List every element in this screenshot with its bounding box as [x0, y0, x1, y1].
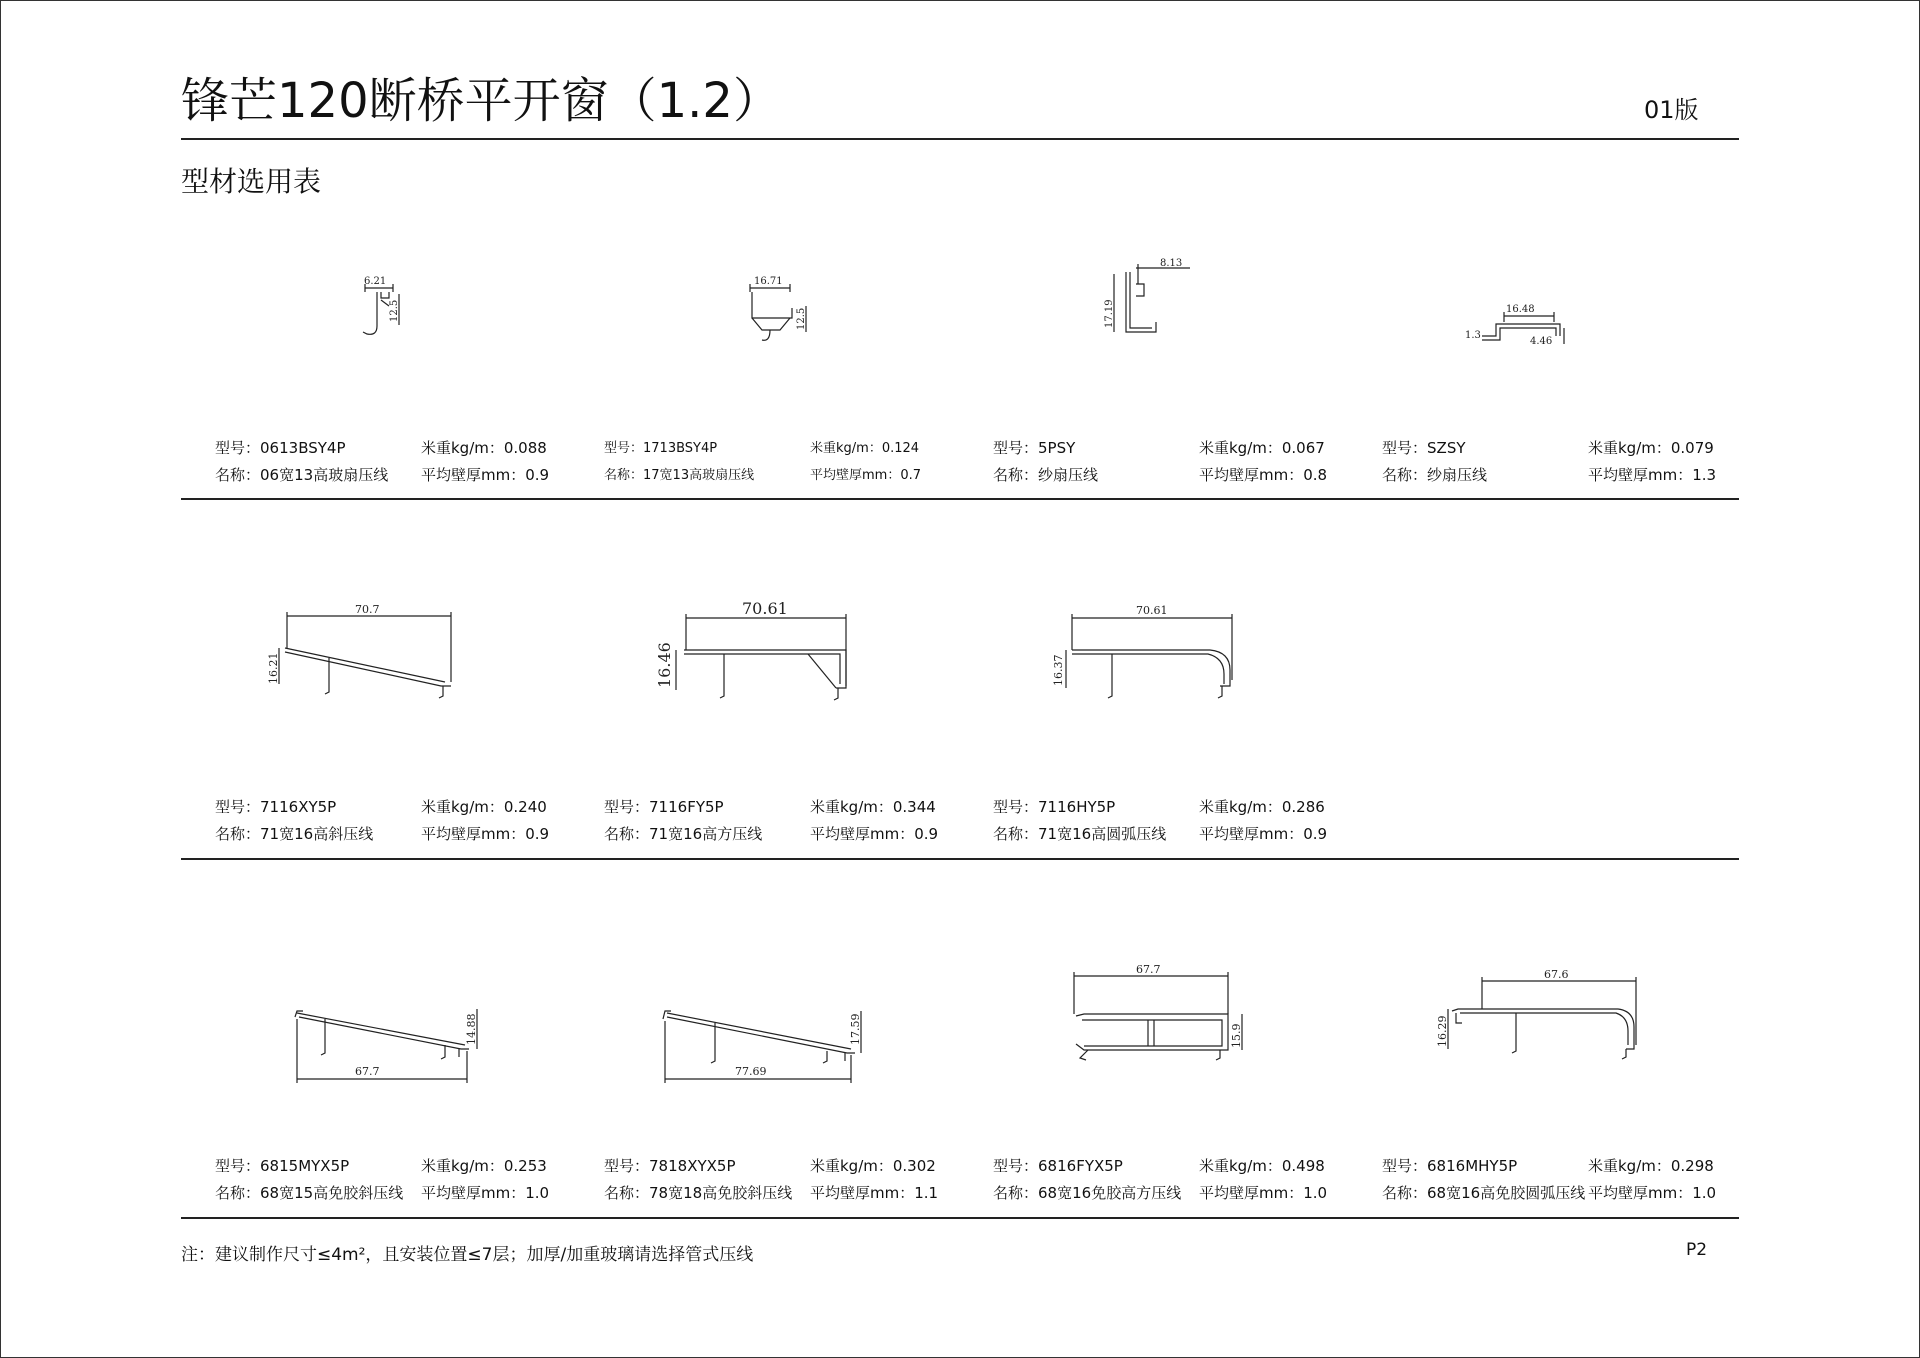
weight-value: 0.067	[1281, 439, 1325, 457]
dim-label: 14.88	[465, 1013, 478, 1045]
weight-value: 0.088	[503, 439, 547, 457]
thickness-value: 1.0	[1692, 1184, 1717, 1202]
dim-label: 16.37	[1052, 654, 1065, 686]
profile-item-7116FY5P: 型号：7116FY5P 米重kg/m：0.344 名称：71宽16高方压线 平均壁厚mm：0.9	[604, 798, 939, 843]
profile-drawing-7116FY5P	[640, 600, 860, 705]
profile-drawing-6816MHY5P	[1430, 965, 1650, 1070]
thickness-value: 0.8	[1303, 466, 1328, 484]
thickness-value: 0.9	[525, 825, 550, 843]
weight-value: 0.253	[503, 1157, 547, 1175]
profile-drawing-SZSY	[1460, 300, 1570, 355]
thickness-value: 1.0	[525, 1184, 550, 1202]
profile-name: 纱扇压线	[1038, 466, 1099, 484]
footer-note: 注：建议制作尺寸≤4m²，且安装位置≤7层；加厚/加重玻璃请选择管式压线	[181, 1245, 754, 1265]
profile-drawing-6816FYX5P	[1060, 960, 1280, 1065]
model-number: 6815MYX5P	[260, 1157, 350, 1175]
dim-label: 16.71	[754, 276, 783, 287]
model-number: 0613BSY4P	[260, 439, 346, 457]
dim-label: 12.5	[796, 307, 807, 330]
dim-label: 12.5	[389, 299, 400, 322]
dim-label: 67.7	[355, 1065, 380, 1078]
thickness-value: 0.9	[914, 825, 939, 843]
profile-name: 68宽15高免胶斜压线	[260, 1184, 404, 1202]
dim-label: 15.9	[1230, 1023, 1243, 1048]
dim-label: 16.21	[267, 652, 280, 684]
profile-drawing-0613BSY4P	[355, 270, 415, 350]
dim-label: 77.69	[735, 1065, 767, 1078]
thickness-value: 0.7	[900, 468, 922, 483]
footer-rule	[181, 1217, 1739, 1219]
profile-item-1713BSY4P: 型号：1713BSY4P 米重kg/m：0.124 名称：17宽13高玻扇压线 平均壁厚mm：0.7	[604, 441, 922, 483]
page-title: 锋芒120断桥平开窗（1.2）	[181, 73, 781, 129]
profile-item-5PSY: 型号：5PSY 米重kg/m：0.067 名称：纱扇压线 平均壁厚mm：0.8	[993, 439, 1328, 484]
profile-name: 纱扇压线	[1427, 466, 1488, 484]
dim-label: 70.61	[1136, 604, 1168, 617]
dim-label: 6.21	[364, 276, 387, 287]
weight-value: 0.240	[503, 798, 547, 816]
row-divider	[181, 858, 1739, 860]
dim-label: 17.59	[849, 1013, 862, 1045]
profile-item-0613BSY4P: 型号：0613BSY4P 米重kg/m：0.088 名称：06宽13高玻扇压线 平均壁厚mm：0.9	[215, 439, 550, 484]
profile-name: 17宽13高玻扇压线	[643, 468, 755, 483]
dim-label: 16.46	[655, 642, 674, 688]
thickness-value: 1.3	[1692, 466, 1717, 484]
weight-value: 0.124	[881, 441, 920, 456]
dim-label: 67.6	[1544, 968, 1569, 981]
profile-item-6816FYX5P: 型号：6816FYX5P 米重kg/m：0.498 名称：68宽16免胶高方压线 平均壁厚mm：1.0	[993, 1157, 1328, 1202]
profile-item-6816MHY5P: 型号：6816MHY5P 米重kg/m：0.298 名称：68宽16高免胶圆弧压线 平均壁厚mm：1.0	[1382, 1157, 1717, 1202]
model-number: 7116XY5P	[260, 798, 337, 816]
profile-name: 78宽18高免胶斜压线	[649, 1184, 793, 1202]
dim-label: 1.3	[1465, 330, 1481, 341]
weight-value: 0.344	[892, 798, 936, 816]
profile-name: 68宽16高免胶圆弧压线	[1427, 1184, 1586, 1202]
model-number: SZSY	[1427, 439, 1466, 457]
thickness-value: 1.1	[914, 1184, 939, 1202]
model-number: 6816MHY5P	[1427, 1157, 1518, 1175]
thickness-value: 1.0	[1303, 1184, 1328, 1202]
weight-value: 0.298	[1670, 1157, 1714, 1175]
weight-value: 0.498	[1281, 1157, 1325, 1175]
profile-item-7818XYX5P: 型号：7818XYX5P 米重kg/m：0.302 名称：78宽18高免胶斜压线 平均壁厚mm：1.1	[604, 1157, 939, 1202]
profile-name: 06宽13高玻扇压线	[260, 466, 389, 484]
row-divider	[181, 498, 1739, 500]
profile-name: 68宽16免胶高方压线	[1038, 1184, 1182, 1202]
profile-item-7116XY5P: 型号：7116XY5P 米重kg/m：0.240 名称：71宽16高斜压线 平均壁厚mm：0.9	[215, 798, 550, 843]
page-number: P2	[1686, 1240, 1708, 1260]
model-number: 7116FY5P	[649, 798, 724, 816]
profile-drawing-1713BSY4P	[740, 272, 830, 352]
weight-value: 0.286	[1281, 798, 1325, 816]
dim-label: 70.7	[355, 603, 380, 616]
weight-value: 0.079	[1670, 439, 1714, 457]
thickness-value: 0.9	[525, 466, 550, 484]
section-subtitle: 型材选用表	[181, 165, 322, 198]
profile-drawing-6815MYX5P	[285, 995, 485, 1085]
model-number: 7116HY5P	[1038, 798, 1116, 816]
model-number: 5PSY	[1038, 439, 1076, 457]
profile-name: 71宽16高圆弧压线	[1038, 825, 1167, 843]
version-label: 01版	[1644, 96, 1699, 124]
model-number: 7818XYX5P	[649, 1157, 736, 1175]
dim-label: 17.19	[1104, 299, 1115, 328]
dim-label: 4.46	[1530, 336, 1553, 347]
dim-label: 67.7	[1136, 963, 1161, 976]
thickness-value: 0.9	[1303, 825, 1328, 843]
profile-item-7116HY5P: 型号：7116HY5P 米重kg/m：0.286 名称：71宽16高圆弧压线 平均壁厚mm：0.9	[993, 798, 1328, 843]
profile-item-SZSY: 型号：SZSY 米重kg/m：0.079 名称：纱扇压线 平均壁厚mm：1.3	[1382, 439, 1717, 484]
weight-value: 0.302	[892, 1157, 936, 1175]
profile-drawing-7818XYX5P	[655, 995, 875, 1085]
profile-drawing-7116HY5P	[1030, 600, 1250, 705]
profile-item-6815MYX5P: 型号：6815MYX5P 米重kg/m：0.253 名称：68宽15高免胶斜压线 平均壁厚mm：1.0	[215, 1157, 550, 1202]
model-number: 1713BSY4P	[643, 441, 718, 456]
dim-label: 16.48	[1506, 304, 1535, 315]
profile-drawing-5PSY	[1100, 250, 1200, 350]
profile-drawing-7116XY5P	[255, 600, 465, 705]
header-rule	[181, 138, 1739, 140]
dim-label: 70.61	[742, 599, 788, 618]
profile-name: 71宽16高斜压线	[260, 825, 374, 843]
dim-label: 16.29	[1436, 1015, 1449, 1047]
profile-name: 71宽16高方压线	[649, 825, 763, 843]
dim-label: 8.13	[1160, 258, 1183, 269]
model-number: 6816FYX5P	[1038, 1157, 1123, 1175]
